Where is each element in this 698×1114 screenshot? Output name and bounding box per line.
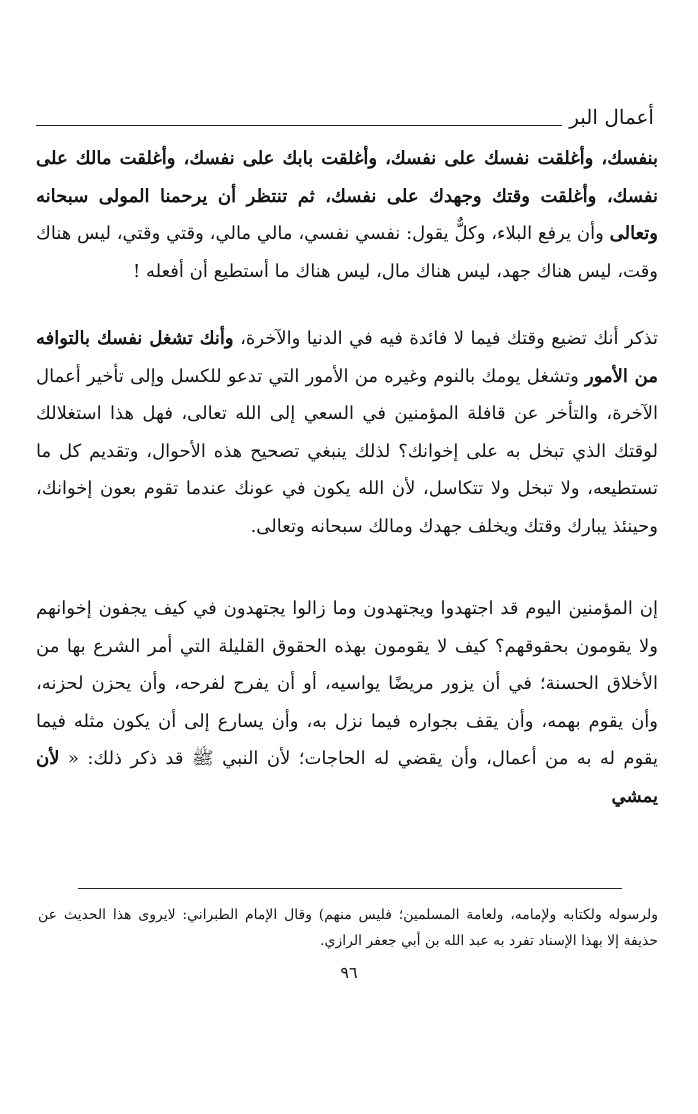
header-title: أعمال البر xyxy=(569,105,654,129)
paragraph-3 xyxy=(36,590,658,815)
header-rule xyxy=(36,125,562,126)
paragraph-1-text: وأن يرفع البلاء، وكلٌّ يقول: نفسي نفسي، مالي مالي، وقتي وقتي، ليس هناك وقت، ليس هناك جهد، ليس هناك مال، ليس هناك ما أستطيع أن أفعله ! xyxy=(36,223,658,282)
paragraph-3-text: إن المؤمنين اليوم قد اجتهدوا ويجتهدون وما زالوا يجتهدون في كيف يجفون إخوانهم ولا يقومون بحقوقهم؟ كيف لا يقومون بهذه الحقوق القليلة التي أمر الشرع بها من الأخلاق الحسنة؛ في أن يزور مريضًا يواسيه، أو أن يفرح لفرحه، وأن يحزن لحزنه، وأن يقوم بهمه، وأن يقف بجواره فيما نزل به، وأن يسارع إلى أن يكون مثله فيما يقوم له به من أعمال، وأن يقضي له الحاجات؛ لأن النبي ﷺ قد ذكر ذلك: « xyxy=(36,598,658,769)
footnote-rule xyxy=(78,888,622,889)
paragraph-3-bold-text: لأن يمشي xyxy=(36,748,658,807)
page-number: ٩٦ xyxy=(340,963,358,982)
paragraph-2-text-start: تذكر أنك تضيع وقتك فيما لا فائدة فيه في الدنيا والآخرة، xyxy=(233,328,658,349)
footnote: ولرسوله ولكتابه ولإمامه، ولعامة المسلمين؛ فليس منهم) وقال الإمام الطبراني: لايروى هذا الحديث عن حذيفة إلا بهذا الإسناد تفرد به عبد الله بن أبي جعفر الرازي. xyxy=(38,907,658,949)
running-header xyxy=(36,102,654,136)
paragraph-1-bold-text: بنفسك، وأغلقت نفسك على نفسك، وأغلقت بابك على نفسك، وأغلقت مالك على نفسك، وأغلقت وقتك وجهدك على نفسك، ثم تنتظر أن يرحمنا المولى سبحانه وتعالى xyxy=(36,148,658,244)
paragraph-2-text-end: وتشغل يومك بالنوم وغيره من الأمور التي تدعو للكسل وإلى تأخير أعمال الآخرة، والتأخر عن قافلة المؤمنين في السعي إلى الله تعالى، فهل هذا استغلالك لوقتك الذي تبخل به على إخوانك؟ لذلك ينبغي تصحيح هذه الأحوال، وتقديم كل ما تستطيعه، ولا تبخل ولا تتكاسل، لأن الله يكون في عونك عندما تقوم بعون إخوانك، وحينئذ يبارك وقتك ويخلف جهدك ومالك سبحانه وتعالى. xyxy=(36,365,658,537)
paragraph-2-bold-text: وأنك تشغل نفسك بالتوافه من الأمور xyxy=(36,328,659,387)
paragraph-2 xyxy=(36,320,658,545)
paragraph-1 xyxy=(36,140,658,290)
